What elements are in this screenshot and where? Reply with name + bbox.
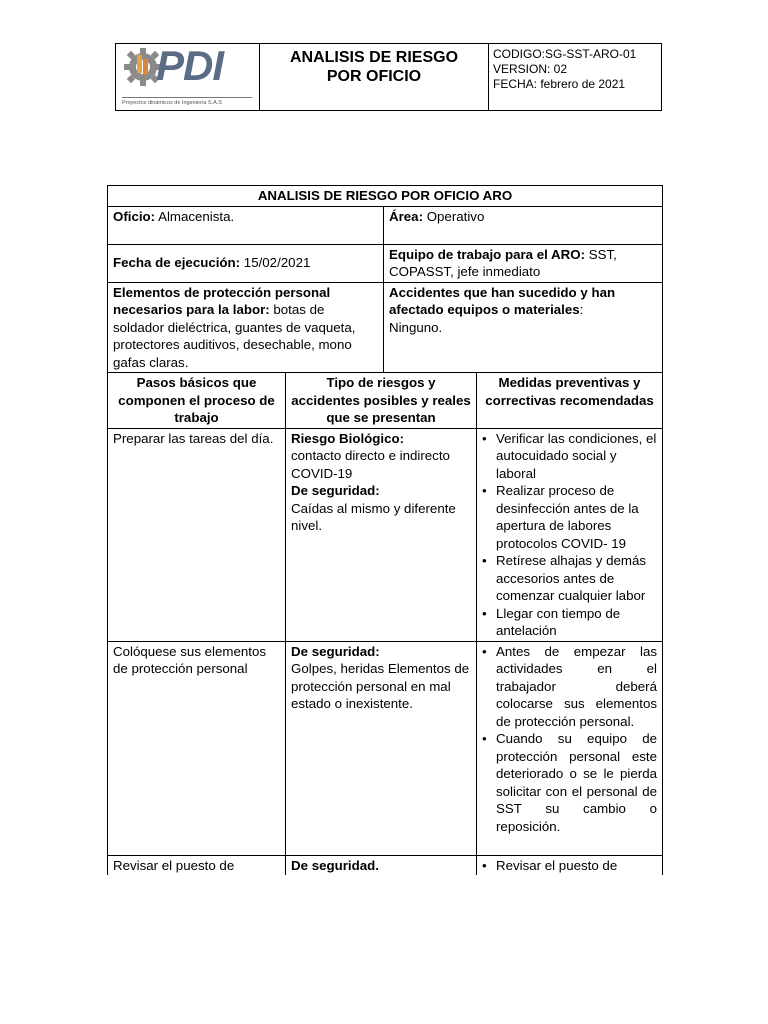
epp-cell <box>108 282 384 373</box>
column-header-row <box>108 373 663 429</box>
medida-item: • Retírese alhajas y demás accesorios antes de comenzar cualquier labor <box>482 552 657 605</box>
fecha-value: 15/02/2021 <box>240 255 311 271</box>
riesgo-label: Riesgo Biológico: <box>291 430 405 446</box>
table-row <box>108 641 663 855</box>
accidentes-cell <box>384 282 663 373</box>
title-line-2: POR OFICIO <box>326 68 422 85</box>
riesgo-text: Caídas al mismo y diferente nivel. <box>291 500 456 533</box>
fecha-label: Fecha de ejecución: <box>113 255 241 271</box>
equipo-value: SST, COPASST, jefe inmediato <box>389 246 617 279</box>
medida-item: • Antes de empezar las actividades en el trabajador deberá colocarse sus elementos de protección personal. <box>482 643 657 731</box>
document-header <box>115 43 662 111</box>
epp-value: botas de soldador dieléctrica, guantes de vaqueta, protectores auditivos, desechable, mono gafas claras. <box>113 302 356 370</box>
col-header-riesgos: Tipo de riesgos y accidentes posibles y reales que se presentan <box>286 373 477 429</box>
table-row <box>108 206 663 244</box>
oficio-label: Oficio: <box>113 208 156 224</box>
area-value: Operativo <box>423 208 485 224</box>
paso-cell: Colóquese sus elementos de protección personal <box>108 641 286 855</box>
medida-item: • Verificar las condiciones, el autocuidado social y laboral <box>482 430 657 483</box>
medida-item: • Revisar el puesto de <box>482 857 657 875</box>
riesgo-label: De seguridad: <box>291 483 380 498</box>
logo-divider <box>122 97 252 98</box>
paso-cell: Revisar el puesto de <box>108 855 286 875</box>
medidas-cell <box>477 641 663 855</box>
table-row <box>108 428 663 641</box>
equipo-label: Equipo de trabajo para el ARO: <box>389 246 586 262</box>
paso-cell: Preparar las tareas del día. <box>108 428 286 641</box>
epp-label: Elementos de protección personal necesarios para la labor: <box>113 284 331 317</box>
riesgo-cell <box>286 428 477 641</box>
aro-table <box>107 185 663 875</box>
fecha: FECHA: febrero de 2021 <box>493 77 626 91</box>
table-row <box>108 282 663 373</box>
logo-subtitle: Proyectos dinámicos de Ingeniería S.A.S <box>122 100 222 106</box>
document-meta <box>489 44 661 110</box>
accidentes-label: Accidentes que han sucedido y han afectado equipos o materiales <box>389 284 616 317</box>
medida-item: • Realizar proceso de desinfección antes de la apertura de labores protocolos COVID- 19 <box>482 482 657 552</box>
codigo: CODIGO:SG-SST-ARO-01 <box>493 47 637 61</box>
oficio-cell <box>108 206 384 244</box>
accidentes-value: Ninguno. <box>389 319 443 335</box>
area-cell <box>384 206 663 244</box>
riesgo-label: De seguridad. <box>286 855 477 875</box>
table-caption-row <box>108 186 663 207</box>
accidentes-colon: : <box>579 302 584 317</box>
equipo-cell <box>384 244 663 282</box>
version: VERSION: 02 <box>493 62 568 76</box>
medidas-cell <box>477 855 663 875</box>
company-logo <box>116 44 260 110</box>
medidas-cell <box>477 428 663 641</box>
riesgo-cell <box>286 641 477 855</box>
oficio-value: Almacenista. <box>155 208 235 224</box>
title-line-1: ANALISIS DE RIESGO <box>289 49 459 66</box>
col-header-pasos: Pasos básicos que componen el proceso de trabajo <box>108 373 286 429</box>
riesgo-text: Golpes, heridas Elementos de protección personal en mal estado o inexistente. <box>291 661 470 711</box>
medida-item: • Llegar con tiempo de antelación <box>482 605 657 640</box>
riesgo-label: De seguridad: <box>291 643 380 659</box>
document-title <box>260 44 489 110</box>
logo-text: PDI <box>156 42 224 89</box>
col-header-medidas: Medidas preventivas y correctivas recomendadas <box>477 373 663 429</box>
area-label: Área: <box>389 208 423 224</box>
medida-item: • Cuando su equipo de protección personal este deteriorado o se le pierda solicitar con el personal de SST su cambio o reposición. <box>482 730 657 835</box>
riesgo-text: contacto directo e indirecto COVID-19 <box>291 448 450 481</box>
table-row <box>108 244 663 282</box>
table-row <box>108 855 663 875</box>
table-caption: ANALISIS DE RIESGO POR OFICIO ARO <box>108 186 663 207</box>
fecha-cell <box>108 244 384 282</box>
